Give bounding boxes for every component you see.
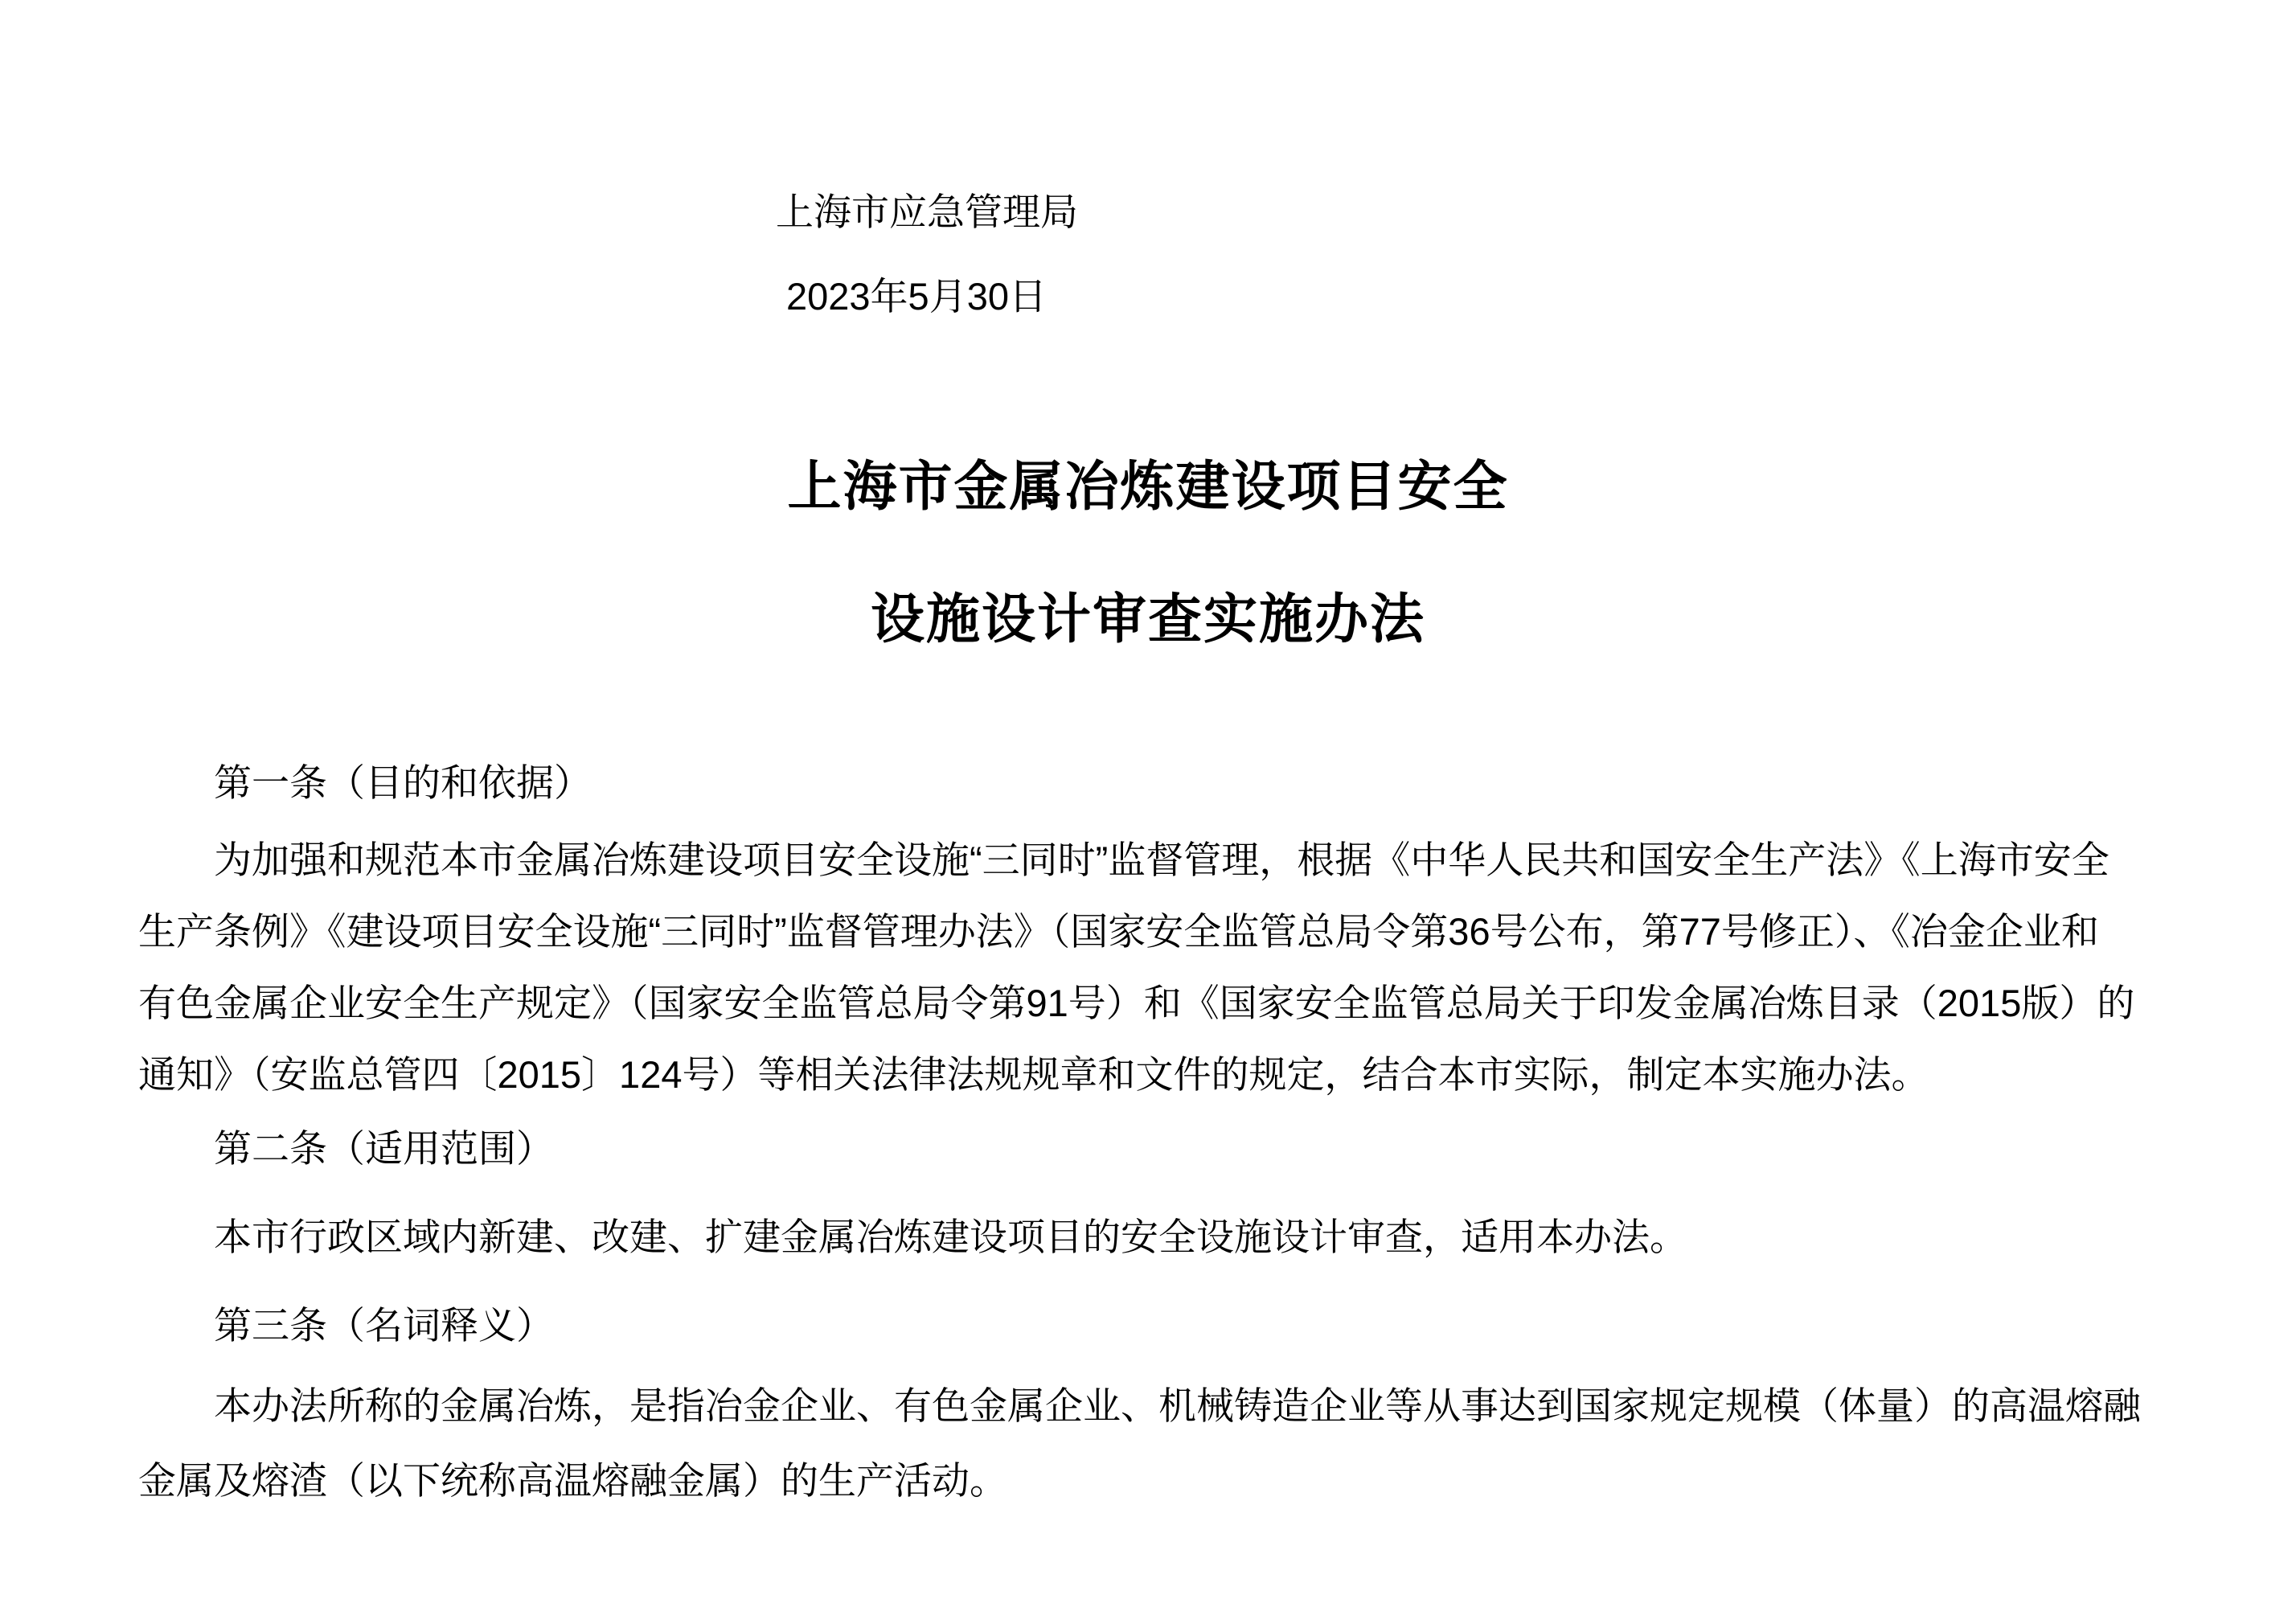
article-1-heading: 第一条（目的和依据）	[214, 761, 592, 804]
article-3-body-line-2: 金属及熔渣（以下统称高温熔融金属）的生产活动。	[138, 1459, 1007, 1502]
article-1-body-line-1: 为加强和规范本市金属冶炼建设项目安全设施“三同时”监督管理，根据《中华人民共和国安全生产法》《上海市安全	[214, 839, 2109, 881]
article-2-body-line-1: 本市行政区域内新建、改建、扩建金属冶炼建设项目的安全设施设计审查，适用本办法。	[214, 1216, 1687, 1258]
document-title-line-2: 设施设计审查实施办法	[871, 589, 1425, 650]
article-1-body-line-2: 生产条例》《建设项目安全设施“三同时”监督管理办法》（国家安全监管总局令第36号公布，第77号修正）、《冶金企业和	[138, 910, 2099, 953]
article-3-heading: 第三条（名词释义）	[214, 1304, 554, 1347]
document-title-line-1: 上海市金属冶炼建设项目安全	[787, 457, 1509, 517]
date-line: 2023年5月30日	[786, 275, 1047, 318]
article-3-body-line-1: 本办法所称的金属冶炼，是指冶金企业、有色金属企业、机械铸造企业等从事达到国家规定规模（体量）的高温熔融	[214, 1384, 2141, 1427]
issuer-line: 上海市应急管理局	[776, 191, 1078, 233]
article-2-heading: 第二条（适用范围）	[214, 1127, 554, 1170]
article-1-body-line-4: 通知》（安监总管四〔2015〕124号）等相关法律法规规章和文件的规定，结合本市实际，制定本实施办法。	[138, 1053, 1929, 1096]
article-1-body-line-3: 有色金属企业安全生产规定》（国家安全监管总局令第91号）和《国家安全监管总局关于印发金属冶炼目录（2015版）的	[138, 982, 2135, 1024]
